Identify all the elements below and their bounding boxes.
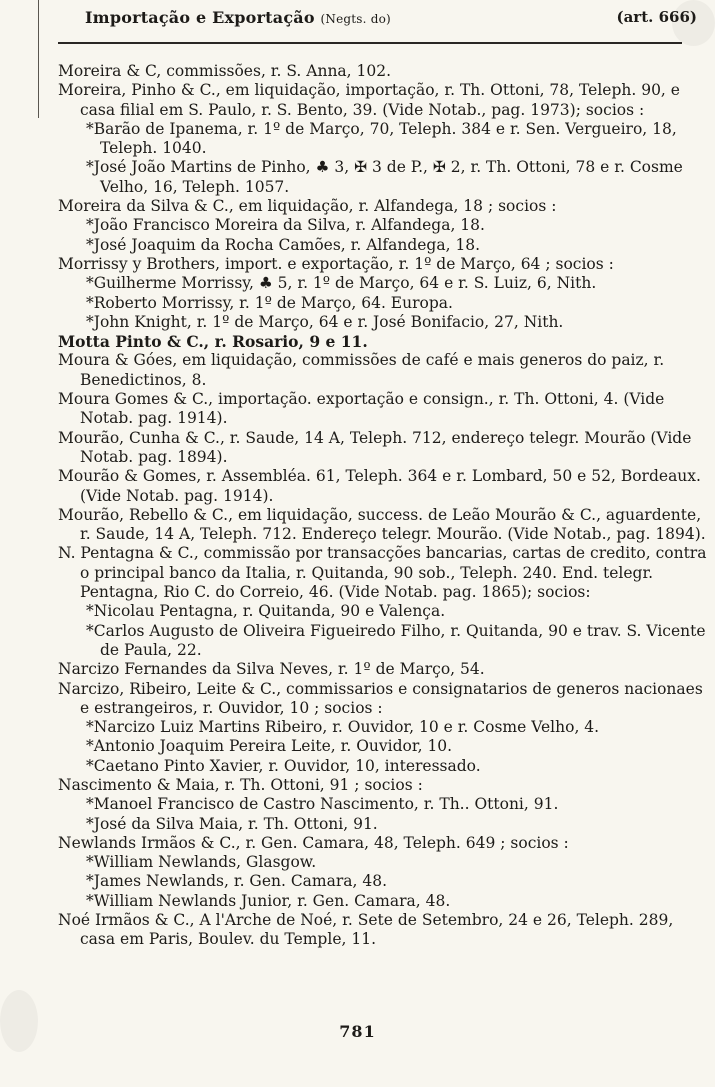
entry [58, 911, 708, 950]
sub-entry-text: *Antonio Joaquim Pereira Leite, r. Ouvidor, 10. [86, 737, 453, 756]
sub-entry [58, 294, 708, 313]
entry-text: Morrissy y Brothers, import. e exportação, r. 1º de Março, 64 ; socios : [58, 254, 614, 273]
entry [58, 429, 708, 468]
header-rule [58, 42, 682, 44]
entry-text: Mourão, Rebello & C., em liquidação, success. de Leão Mourão & C., aguardente, r. Saude, 14 A, Teleph. 712. Endereço telegr. Mourão. (Vide Notab., pag. 1894). [58, 505, 706, 544]
sub-entry-text: *Caetano Pinto Xavier, r. Ouvidor, 10, interessado. [86, 756, 481, 775]
entry [58, 776, 708, 795]
sub-entry-text: *Manoel Francisco de Castro Nascimento, r. Th.. Ottoni, 91. [86, 795, 559, 814]
sub-entry-text: *John Knight, r. 1º de Março, 64 e r. José Bonifacio, 27, Nith. [86, 312, 564, 331]
sub-entry [58, 757, 708, 776]
entry [58, 81, 708, 120]
entry [58, 332, 708, 351]
entry-text: Moura Gomes & C., importação. exportação e consign., r. Th. Ottoni, 4. (Vide Notab. pag. 1914). [58, 390, 665, 428]
sub-entry [58, 120, 708, 159]
entry-text: Mourão, Cunha & C., r. Saude, 14 A, Teleph. 712, endereço telegr. Mourão (Vide Notab. pag. 1894). [58, 428, 692, 466]
entry-text: Mourão & Gomes, r. Assembléa. 61, Teleph. 364 e r. Lombard, 50 e 52, Bordeaux. (Vide Notab. pag. 1914). [58, 467, 701, 505]
sub-entry-text: *José Joaquim da Rocha Camões, r. Alfandega, 18. [86, 235, 481, 254]
entry-text: Moreira da Silva & C., em liquidação, r. Alfandega, 18 ; socios : [58, 197, 557, 216]
page-running-title [85, 10, 391, 26]
sub-entry-text: *Guilherme Morrissy, ♣ 5, r. 1º de Março, 64 e r. S. Luiz, 6, Nith. [86, 274, 597, 293]
sub-entry [58, 216, 708, 235]
sub-entry-text: *Roberto Morrissy, r. 1º de Março, 64. Europa. [86, 293, 453, 312]
page-number: 781 [339, 1022, 376, 1041]
running-title-main: Importação e Exportação [85, 8, 315, 27]
entry [58, 834, 708, 853]
sub-entry-text: *Nicolau Pentagna, r. Quitanda, 90 e Valença. [86, 602, 446, 621]
sub-entry [58, 853, 708, 872]
entry-text: Motta Pinto & C., r. Rosario, 9 e 11. [58, 332, 368, 352]
entry-text: Moreira & C, commissões, r. S. Anna, 102. [58, 62, 392, 80]
entry-text: N. Pentagna & C., commissão por transacções bancarias, cartas de credito, contra o principal banco da Italia, r. Quitanda, 90 sob., Teleph. 240. End. telegr. Pentagna, Rio C. do Correio, 46. (Vide Notab. pag. 1865); socios: [58, 544, 707, 602]
sub-entry [58, 872, 708, 891]
directory-entries [58, 62, 708, 950]
entry-text: Moreira, Pinho & C., em liquidação, importação, r. Th. Ottoni, 78, Teleph. 90, e casa filial em S. Paulo, r. S. Bento, 39. (Vide Notab., pag. 1973); socios : [58, 81, 680, 119]
sub-entry [58, 795, 708, 814]
sub-entry [58, 274, 708, 293]
sub-entry [58, 737, 708, 756]
article-reference: (art. 666) [616, 8, 697, 26]
entry [58, 467, 708, 506]
sub-entry [58, 602, 708, 621]
entry [58, 660, 708, 679]
entry [58, 351, 708, 390]
sub-entry [58, 313, 708, 332]
entry [58, 255, 708, 274]
entry-text: Narcizo, Ribeiro, Leite & C., commissarios e consignatarios de generos nacionaes e estrangeiros, r. Ouvidor, 10 ; socios : [58, 679, 703, 717]
sub-entry [58, 892, 708, 911]
entry [58, 544, 708, 602]
sub-entry [58, 158, 708, 197]
running-title-suffix: (Negts. do) [320, 12, 391, 26]
entry-text: Moura & Góes, em liquidação, commissões de café e mais generos do paiz, r. Benedictinos, 8. [58, 351, 665, 389]
sub-entry-text: *João Francisco Moreira da Silva, r. Alfandega, 18. [86, 216, 485, 235]
sub-entry-text: *Narcizo Luiz Martins Ribeiro, r. Ouvidor, 10 e r. Cosme Velho, 4. [86, 718, 600, 737]
sub-entry-text: *William Newlands, Glasgow. [86, 853, 317, 872]
entry [58, 62, 708, 81]
sub-entry-text: *Barão de Ipanema, r. 1º de Março, 70, Teleph. 384 e r. Sen. Vergueiro, 18, Teleph. 1040. [86, 119, 677, 158]
entry-text: Narcizo Fernandes da Silva Neves, r. 1º de Março, 54. [58, 660, 485, 679]
sub-entry [58, 718, 708, 737]
entry-text: Noé Irmãos & C., A l'Arche de Noé, r. Sete de Setembro, 24 e 26, Teleph. 289, casa em Paris, Boulev. du Temple, 11. [58, 911, 674, 949]
entry [58, 197, 708, 216]
sub-entry-text: *Carlos Augusto de Oliveira Figueiredo Filho, r. Quitanda, 90 e trav. S. Vicente de Paula, 22. [86, 621, 706, 659]
sub-entry [58, 815, 708, 834]
sub-entry [58, 622, 708, 661]
sub-entry-text: *José da Silva Maia, r. Th. Ottoni, 91. [86, 814, 378, 833]
running-header [0, 0, 715, 26]
entry [58, 506, 708, 545]
paper-stain [0, 990, 38, 1052]
sub-entry-text: *José João Martins de Pinho, ♣ 3, ✠ 3 de P., ✠ 2, r. Th. Ottoni, 78 e r. Cosme Velho, 16, Teleph. 1057. [86, 158, 683, 196]
entry-text: Nascimento & Maia, r. Th. Ottoni, 91 ; socios : [58, 775, 423, 794]
entry [58, 680, 708, 719]
sub-entry-text: *William Newlands Junior, r. Gen. Camara, 48. [86, 891, 451, 910]
sub-entry [58, 236, 708, 255]
sub-entry-text: *James Newlands, r. Gen. Camara, 48. [86, 872, 388, 891]
entry [58, 390, 708, 429]
entry-text: Newlands Irmãos & C., r. Gen. Camara, 48, Teleph. 649 ; socios : [58, 833, 569, 852]
